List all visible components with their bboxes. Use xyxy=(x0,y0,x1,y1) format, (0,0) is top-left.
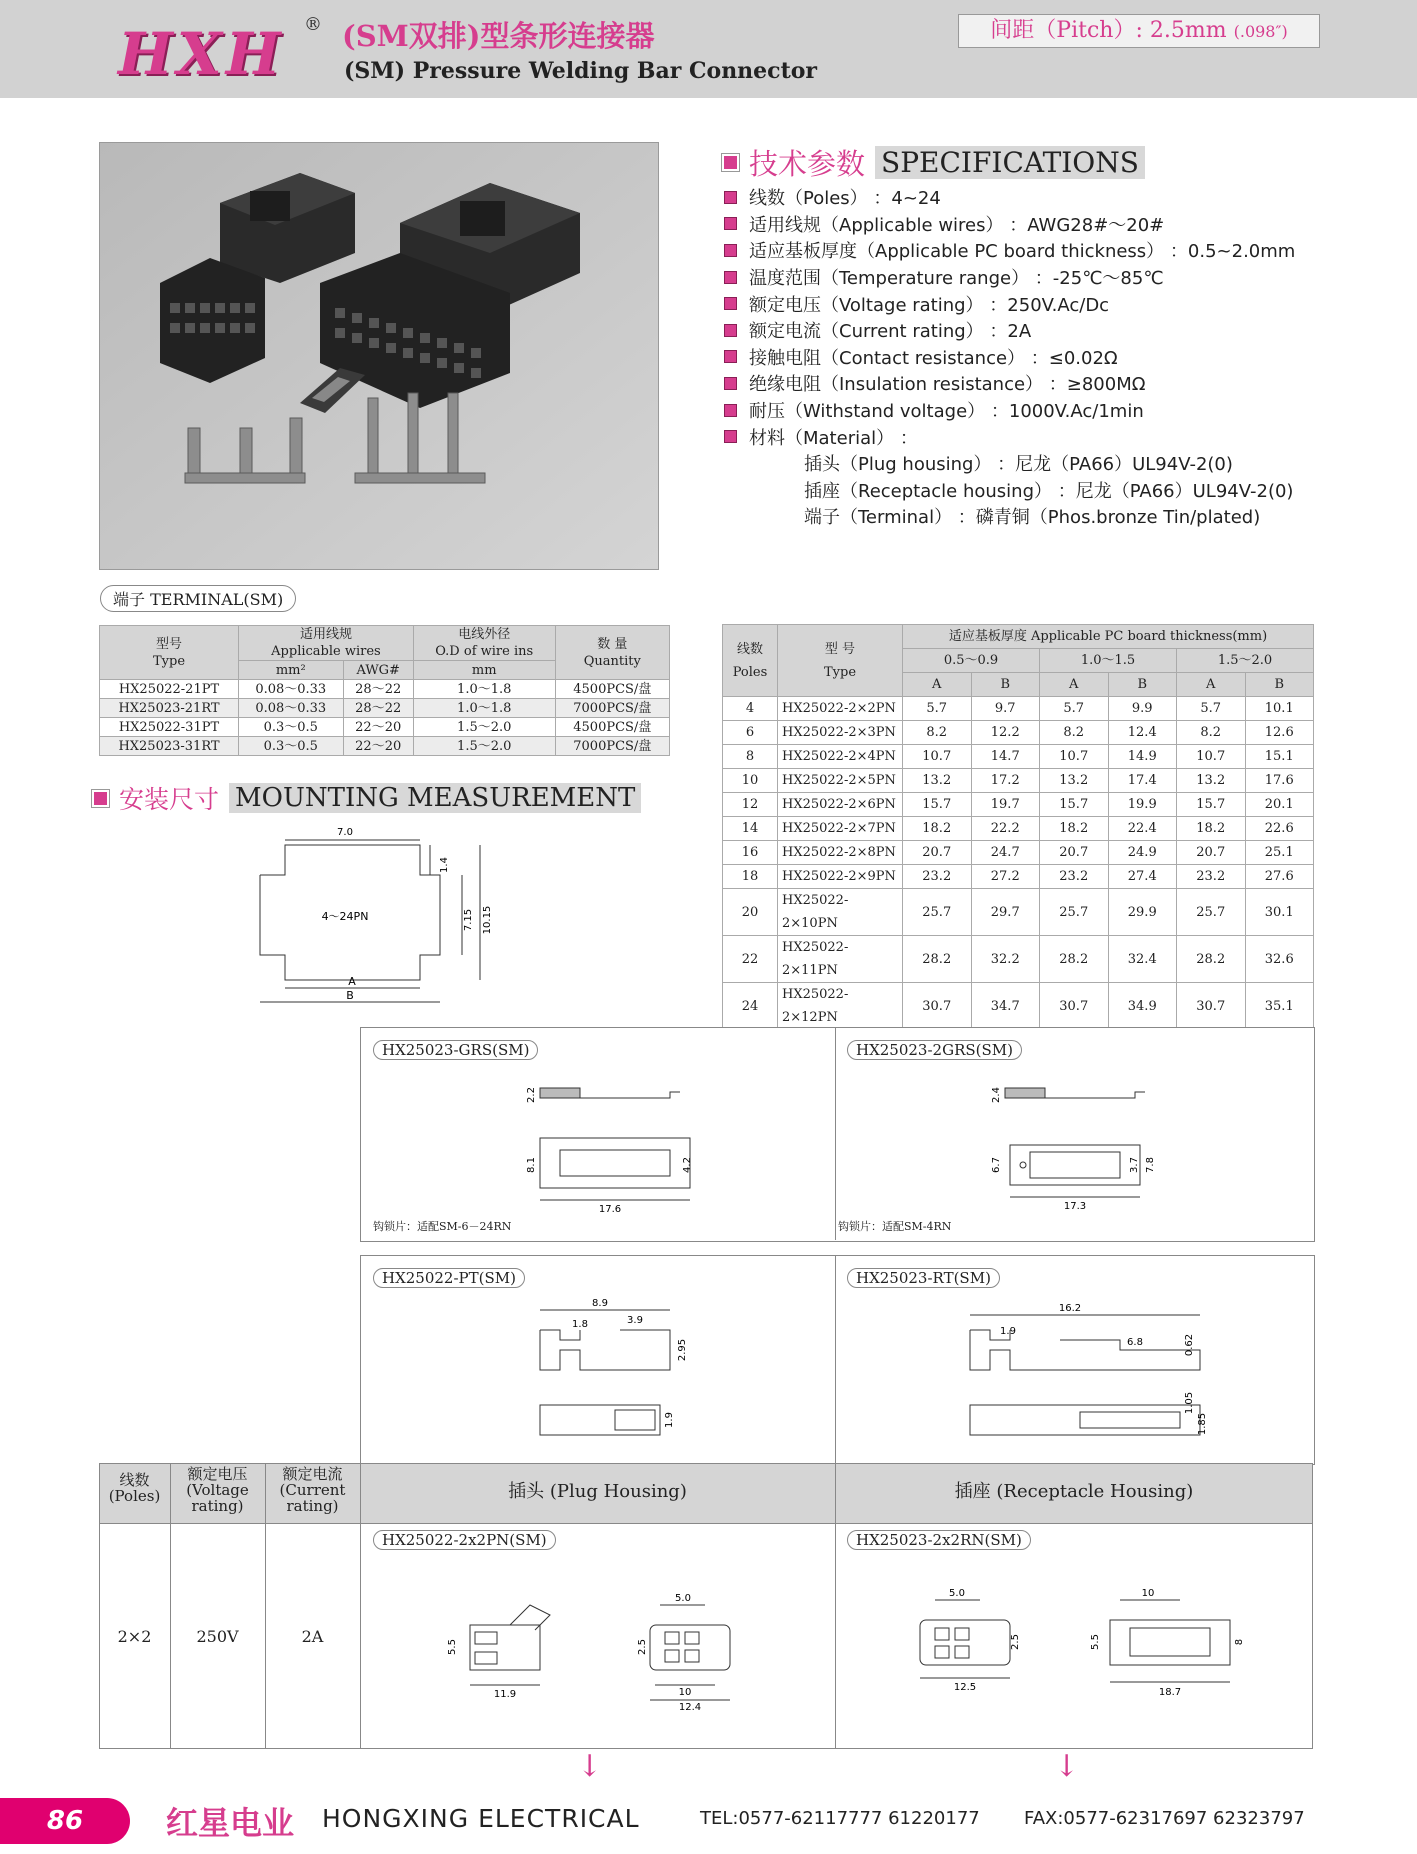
company-name-en: HONGXING ELECTRICAL xyxy=(322,1804,640,1833)
bullet-icon xyxy=(724,191,737,204)
svg-text:10: 10 xyxy=(678,1687,692,1698)
spec-item: 温度范围（Temperature range） ：-25℃～85℃ xyxy=(724,264,1295,291)
svg-text:4.2: 4.2 xyxy=(682,1157,693,1173)
svg-text:10: 10 xyxy=(1141,1588,1155,1599)
pitch-label: 间距（Pitch）: xyxy=(990,18,1143,43)
svg-text:1.9: 1.9 xyxy=(664,1412,675,1428)
material-item: 插头（Plug housing） ：尼龙（PA66）UL94V-2(0) xyxy=(804,454,1233,476)
poles-value: 2×2 xyxy=(117,1627,152,1646)
table-row: 12 HX25022-2×6PN 15.7 19.7 15.7 19.9 15.7 20.1 xyxy=(723,793,1314,817)
svg-text:1.05: 1.05 xyxy=(1184,1391,1195,1415)
svg-text:2.5: 2.5 xyxy=(637,1639,648,1655)
bullet-icon xyxy=(724,271,737,284)
lock-left-drawing xyxy=(520,1070,700,1220)
material-item: 插座（Receptacle housing） ：尼龙（PA66）UL94V-2(0) xyxy=(804,480,1294,502)
head-current: 额定电流 (Current rating) xyxy=(279,1465,346,1515)
svg-text:2.5: 2.5 xyxy=(1010,1634,1021,1650)
mounting-heading xyxy=(92,780,641,816)
svg-text:11.9: 11.9 xyxy=(493,1689,517,1700)
svg-text:5.5: 5.5 xyxy=(1090,1634,1101,1650)
svg-text:12.4: 12.4 xyxy=(678,1702,702,1713)
svg-text:12.5: 12.5 xyxy=(953,1682,977,1693)
specifications-heading-cn: 技术参数 xyxy=(749,147,866,181)
table-row: 6 HX25022-2×3PN 8.2 12.2 8.2 12.4 8.2 12.6 xyxy=(723,721,1314,745)
specifications-heading-en: SPECIFICATIONS xyxy=(875,146,1145,179)
bullet-icon xyxy=(724,350,737,363)
page-number: 86 xyxy=(0,1798,130,1844)
table-row: 22 HX25022-2×11PN 28.2 32.2 28.2 32.4 28.2 32.6 xyxy=(723,936,1314,983)
svg-text:1.85: 1.85 xyxy=(1197,1412,1208,1436)
head-poles: 线数 (Poles) xyxy=(108,1471,161,1505)
terminal-label: 端子 TERMINAL(SM) xyxy=(100,585,296,612)
dim-inner: 7.15 xyxy=(463,908,474,932)
svg-text:3.9: 3.9 xyxy=(627,1315,643,1326)
bullet-icon xyxy=(724,297,737,310)
bullet-icon xyxy=(724,430,737,443)
terminal-right-drawing xyxy=(960,1290,1220,1450)
title-chinese: (SM双排)型条形连接器 xyxy=(342,19,655,53)
spec-item: 接触电阻（Contact resistance） ：≤0.02Ω xyxy=(724,344,1295,371)
table-row: 14 HX25022-2×7PN 18.2 22.2 18.2 22.4 18.2 22.6 xyxy=(723,817,1314,841)
heading-bullet-icon xyxy=(92,790,109,807)
bullet-icon xyxy=(724,217,737,230)
svg-text:6.7: 6.7 xyxy=(991,1157,1002,1173)
svg-text:3.7: 3.7 xyxy=(1129,1157,1140,1173)
material-item: 端子（Terminal） ：磷青铜（Phos.bronze Tin/plated) xyxy=(804,507,1261,529)
svg-text:16.2: 16.2 xyxy=(1058,1303,1082,1314)
svg-text:0.62: 0.62 xyxy=(1184,1333,1195,1357)
svg-text:1.8: 1.8 xyxy=(572,1319,588,1330)
svg-text:2.95: 2.95 xyxy=(677,1338,688,1362)
svg-text:5.0: 5.0 xyxy=(949,1588,965,1599)
spec-item: 材料（Material） ： xyxy=(724,423,1295,450)
dim-tab: 1.4 xyxy=(439,857,450,873)
lock-right-note: 钩锁片：适配SM-4RN xyxy=(838,1220,952,1233)
head-plug: 插头 (Plug Housing) xyxy=(508,1481,687,1502)
terminal-right-label: HX25023-RT(SM) xyxy=(847,1268,1000,1288)
head-receptacle: 插座 (Receptacle Housing) xyxy=(954,1481,1194,1502)
arrow-down-icon: ↓ xyxy=(577,1749,603,1784)
svg-text:1.9: 1.9 xyxy=(1000,1326,1016,1337)
svg-text:17.3: 17.3 xyxy=(1063,1201,1087,1212)
current-value: 2A xyxy=(301,1627,324,1646)
svg-text:6.8: 6.8 xyxy=(1127,1337,1143,1348)
receptacle-drawing xyxy=(900,1570,1260,1720)
lock-left-label: HX25023-GRS(SM) xyxy=(373,1040,538,1060)
heading-bullet-icon xyxy=(722,154,739,171)
dim-top: 7.0 xyxy=(337,827,353,838)
connector-illustration xyxy=(100,143,658,569)
bullet-icon xyxy=(724,324,737,337)
svg-text:8.1: 8.1 xyxy=(526,1157,537,1173)
hxh-logo: HXH xyxy=(118,20,285,88)
table-row: 18 HX25022-2×9PN 23.2 27.2 23.2 27.4 23.2 27.6 xyxy=(723,865,1314,889)
terminal-left-label: HX25022-PT(SM) xyxy=(373,1268,525,1288)
mounting-heading-cn: 安装尺寸 xyxy=(119,785,220,814)
telephone: TEL:0577-62117777 61220177 xyxy=(700,1808,980,1829)
voltage-value: 250V xyxy=(196,1627,239,1646)
table-row: 8 HX25022-2×4PN 10.7 14.7 10.7 14.9 10.7 15.1 xyxy=(723,745,1314,769)
svg-text:5.0: 5.0 xyxy=(675,1593,691,1604)
lock-divider xyxy=(835,1027,836,1240)
lock-right-drawing xyxy=(985,1070,1165,1220)
head-voltage: 额定电压 (Voltage rating) xyxy=(186,1465,249,1515)
product-photo xyxy=(99,142,659,570)
bullet-icon xyxy=(724,404,737,417)
pitch-inch: (.098″) xyxy=(1233,22,1288,41)
svg-text:7.8: 7.8 xyxy=(1145,1157,1156,1173)
table-row: 16 HX25022-2×8PN 20.7 24.7 20.7 24.9 20.7 25.1 xyxy=(723,841,1314,865)
terminal-table: 型号 Type 适用线规 Applicable wires 电线外径 O.D of wire ins 数 量 Quantity mm² AWG# mm HX25022-21PT 0.08～0.33 28～22 1.0～1.8 4500PCS/盘 HX25023-21RT 0.08～0.33 28～22 1.0～1.8 7000PCS/盘 HX25022-31PT 0.3～0.5 22～20 1.5～2.0 4500PCS/盘 HX25023-31RT 0.3～0.5 22～20 1.5～2.0 7000PCS/盘 xyxy=(99,625,670,756)
spec-item: 额定电流（Current rating） ：2A xyxy=(724,317,1295,344)
specifications-heading xyxy=(722,142,1145,183)
svg-text:17.6: 17.6 xyxy=(598,1204,622,1215)
table-row: HX25023-31RT 0.3～0.5 22～20 1.5～2.0 7000PCS/盘 xyxy=(100,737,670,756)
mounting-heading-en: MOUNTING MEASUREMENT xyxy=(229,783,641,813)
svg-text:2.4: 2.4 xyxy=(991,1087,1002,1103)
specifications-list xyxy=(724,184,1295,530)
svg-text:2.2: 2.2 xyxy=(526,1087,537,1103)
spec-item: 适应基板厚度（Applicable PC board thickness） ：0.5~2.0mm xyxy=(724,237,1295,264)
table-row: 20 HX25022-2×10PN 25.7 29.7 25.7 29.9 25.7 30.1 xyxy=(723,889,1314,936)
title-english: (SM) Pressure Welding Bar Connector xyxy=(344,58,817,84)
table-row: 4 HX25022-2×2PN 5.7 9.7 5.7 9.9 5.7 10.1 xyxy=(723,697,1314,721)
company-name-cn: 红星电业 xyxy=(166,1804,295,1842)
dim-outer: 10.15 xyxy=(482,905,493,935)
dim-a: A xyxy=(348,975,356,988)
terminal-left-drawing xyxy=(520,1290,700,1450)
fax: FAX:0577-62317697 62323797 xyxy=(1024,1808,1305,1829)
pitch-box xyxy=(958,14,1320,48)
spec-item: 额定电压（Voltage rating） ：250V.Ac/Dc xyxy=(724,290,1295,317)
lock-right-label: HX25023-2GRS(SM) xyxy=(847,1040,1022,1060)
svg-text:8.9: 8.9 xyxy=(592,1298,608,1309)
poles-label: 4～24PN xyxy=(321,910,369,923)
spec-item: 线数（Poles） ：4~24 xyxy=(724,184,1295,211)
arrow-down-icon: ↓ xyxy=(1054,1749,1080,1784)
registered-mark: ® xyxy=(304,14,322,35)
terminal-divider xyxy=(835,1255,836,1463)
receptacle-label: HX25023-2x2RN(SM) xyxy=(847,1530,1031,1550)
table-row: HX25022-31PT 0.3～0.5 22～20 1.5～2.0 4500PCS/盘 xyxy=(100,718,670,737)
bullet-icon xyxy=(724,244,737,257)
dim-b: B xyxy=(346,989,354,1002)
table-row: 10 HX25022-2×5PN 13.2 17.2 13.2 17.4 13.2 17.6 xyxy=(723,769,1314,793)
plug-label: HX25022-2x2PN(SM) xyxy=(373,1530,556,1550)
lock-left-note: 钩锁片：适配SM-6－24RN xyxy=(373,1220,512,1233)
svg-text:5.5: 5.5 xyxy=(447,1639,458,1655)
pitch-value: 2.5mm xyxy=(1149,18,1227,43)
pc-board-table: 线数 Poles 型 号 Type 适应基板厚度 Applicable PC board thickness(mm) 0.5～0.9 1.0～1.5 1.5～2.0 A B A B A B 4 HX25022-2×2PN 5.7 9.7 5.7 9.9 5.7 10.1 6 HX25022-2×3PN 8.2 12.2 8.2 12.4 8.2 12.6 8 HX25022-2×4PN 10.7 14.7 10.7 14.9 10.7 15.1 10 HX25022-2×5PN 13.2 17.2 13.2 17.4 13.2 17.6 12 HX25022-2×6PN 15.7 19.7 15.7 19.9 15.7 20.1 14 HX25022-2×7PN 18.2 22.2 18.2 22.4 18.2 22.6 16 HX25022-2×8PN 20.7 24.7 20.7 24.9 20.7 25.1 18 HX25022-2×9PN 23.2 27.2 23.2 27.4 23.2 27.6 20 HX25022-2×10PN 25.7 29.7 25.7 29.9 25.7 30.1 22 HX25022-2×11PN 28.2 32.2 28.2 32.4 28.2 32.6 24 HX25022-2×12PN 30.7 34.7 30.7 34.9 30.7 35.1 xyxy=(722,624,1314,1030)
table-row: 24 HX25022-2×12PN 30.7 34.7 30.7 34.9 30.7 35.1 xyxy=(723,983,1314,1030)
bullet-icon xyxy=(724,377,737,390)
spec-item: 适用线规（Applicable wires） ：AWG28#～20# xyxy=(724,211,1295,238)
spec-item: 耐压（Withstand voltage） ：1000V.Ac/1min xyxy=(724,397,1295,424)
plug-drawing xyxy=(440,1570,770,1720)
spec-item: 绝缘电阻（Insulation resistance） ：≥800MΩ xyxy=(724,370,1295,397)
svg-text:8: 8 xyxy=(1234,1638,1245,1646)
table-row: HX25023-21RT 0.08～0.33 28～22 1.0～1.8 7000PCS/盘 xyxy=(100,699,670,718)
svg-text:18.7: 18.7 xyxy=(1158,1687,1182,1698)
table-row: HX25022-21PT 0.08～0.33 28～22 1.0～1.8 4500PCS/盘 xyxy=(100,680,670,699)
mounting-drawing xyxy=(240,820,500,1010)
